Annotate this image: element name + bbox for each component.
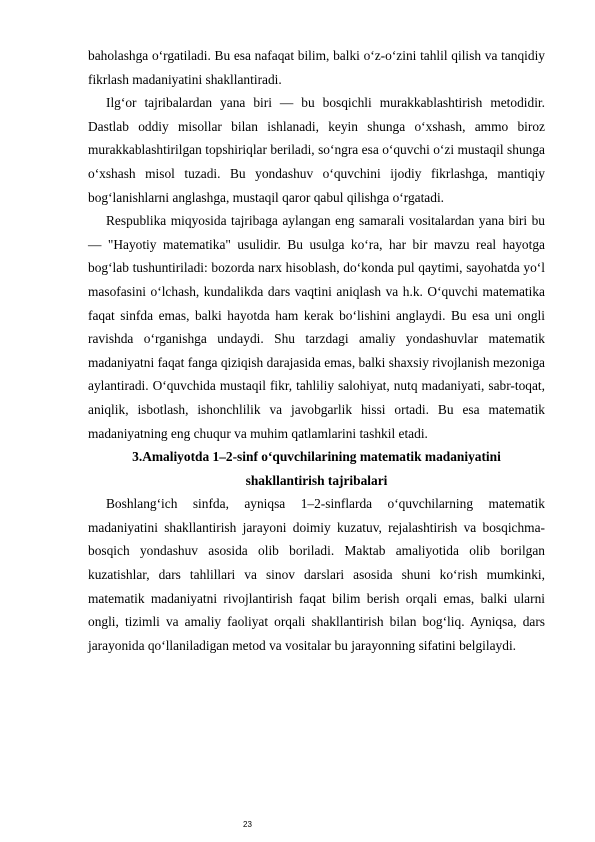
paragraph-continuation: baholashga o‘rgatiladi. Bu esa nafaqat bilim, balki o‘z-o‘zini tahlil qilish va tanqidiy fikrlash madaniyatini shakllantiradi. xyxy=(88,48,545,87)
body-text xyxy=(88,44,545,657)
section-heading: 3.Amaliyotda 1–2-sinf o‘quvchilarining matematik madaniyatini shakllantirish tajribalari xyxy=(132,449,501,488)
page-number: 23 xyxy=(243,820,252,829)
paragraph-stepwise-method: Ilg‘or tajribalardan yana biri — bu bosqichli murakkablashtirish metodidir. Dastlab oddiy misollar bilan ishlanadi, keyin shunga o‘xshash, ammo biroz murakkablashtirilgan topshiriqlar beriladi, so‘ngra esa o‘quvchi o‘zi mustaqil shunga o‘xshash misol tuzadi. Bu yondashuv o‘quvchini ijodiy fikrlashga, mantiqiy bog‘lanishlarni anglashga, mustaqil qaror qabul qilishga o‘rgatadi. xyxy=(88,95,545,205)
paragraph-life-math: Respublika miqyosida tajribaga aylangan eng samarali vositalardan yana biri bu — "Hayotiy matematika" usulidir. Bu usulga ko‘ra, har bir mavzu real hayotga bog‘lab tushuntiriladi: bozorda narx hisoblash, do‘konda pul qaytimi, sayohatda yo‘l masofasini o‘lchash, kundalikda dars vaqtini aniqlash va h.k. O‘quvchi matematika faqat sinfda emas, balki hayotda ham kerak bo‘lishini anglaydi. Bu esa uni ongli ravishda o‘rganishga undaydi. Shu tarzdagi amaliy yondashuvlar matematik madaniyatni faqat fanga qiziqish darajasida emas, balki shaxsiy rivojlanish mezoniga aylantiradi. O‘quvchida mustaqil fikr, tahliliy salohiyat, nutq madaniyati, sabr-toqat, aniqlik, isbotlash, ishonchlilik va javobgarlik hissi ortadi. Bu esa matematik madaniyatning eng chuqur va muhim qatlamlarini tashkil etadi. xyxy=(88,213,545,441)
paragraph-primary-grades: Boshlang‘ich sinfda, ayniqsa 1–2-sinflarda o‘quvchilarning matematik madaniyatini shakllantirish jarayoni doimiy kuzatuv, rejalashtirish va bosqichma-bosqich yondashuv asosida olib boriladi. Maktab amaliyotida olib borilgan kuzatishlar, dars tahlillari va sinov darslari asosida shuni ko‘rish mumkinki, matematik madaniyatni rivojlantirish faqat bilim berish orqali emas, balki ularni ongli, tizimli va amaliy faoliyat orqali shakllantirish bilan bog‘liq. Ayniqsa, dars jarayonida qo‘llaniladigan metod va vositalar bu jarayonning sifatini belgilaydi. xyxy=(88,496,545,653)
